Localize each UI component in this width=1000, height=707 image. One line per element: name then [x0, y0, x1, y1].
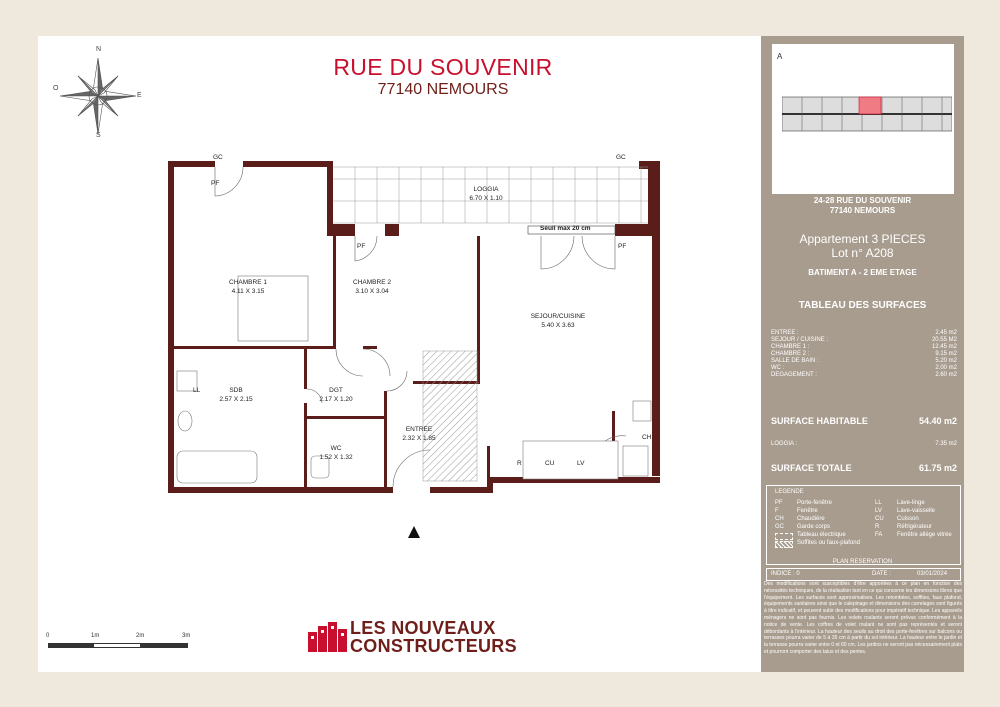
surface-value: 20.55 M2 — [931, 337, 957, 343]
plan-sheet — [38, 36, 964, 672]
brand-buildings-icon — [308, 622, 348, 652]
legend-code: F — [775, 508, 779, 514]
room-chambre2-dims: 3.10 X 3.04 — [355, 287, 389, 295]
panel-address2: 77140 NEMOURS — [829, 206, 896, 215]
legend-box — [766, 485, 961, 565]
ch-label: CH — [642, 434, 652, 441]
panel-address1: 24-28 RUE DU SOUVENIR — [813, 196, 912, 205]
compass-rose-icon — [48, 46, 148, 146]
room-sejour-name: SEJOUR/CUISINE — [530, 313, 586, 320]
city-name: 77140 NEMOURS — [377, 81, 509, 98]
brand-line1: LES NOUVEAUX — [350, 618, 496, 638]
room-chambre2-name: CHAMBRE 2 — [353, 279, 391, 286]
legend-code: CU — [875, 516, 884, 522]
legend-text: Fenêtre allège vitrée — [897, 532, 952, 538]
legend-code: LL — [875, 500, 882, 506]
legend-text: Cuisson — [897, 516, 919, 522]
room-sdb-name: SDB — [229, 387, 243, 394]
brand-logo — [308, 616, 518, 656]
room-dgt-dims: 2.17 X 1.20 — [319, 395, 353, 403]
compass-east-label: E — [137, 92, 142, 99]
date-value: 03/01/2024 — [917, 571, 948, 577]
seuil-label: Seuil max 20 cm — [540, 225, 591, 232]
brand-line2: CONSTRUCTEURS — [350, 636, 517, 656]
surface-value: 2.00 m2 — [935, 365, 957, 371]
disclaimer-text: Des modifications sont susceptibles d'être apportées à ce plan en fonction des nécessités techniques, de la réalisation tant en ce qui concerne les dimensions libres que l'équipement. Les surfaces sont approximatives. Les retombées, soffites, faux plafond, équipements sanitaires ainsi que le calepinage et dimensions des carrelages sont figurés à titre indicatif, et peuvent subir des modifications pour impératif technique. Les appareils ménagers ne sont pas fournis. Les volets roulants seront prévus conformément à la notice de vente. Les coffres de volet roulant ne sont pas représentés et seront débordants à l'intérieur. La hauteur des seuils au droit des porte-fenêtres sur balcons ou terrasses pourra varier de 5 à 35 cm à partir du sol intérieur. La hauteur entre le jardin et la terrasse pourra varier entre 0 et 60 cm. Les jardins ne seront pas nécessairement plats et pourront comporter des talus et des pentes. — [764, 581, 962, 655]
legend-text: Réfrigérateur — [897, 524, 933, 530]
surface-row — [771, 358, 957, 364]
room-sejour — [518, 313, 598, 331]
room-entree-dims: 2.32 X 1.85 — [402, 434, 436, 442]
key-plan-label: A — [777, 52, 783, 61]
panel-lot: Lot n° A208 — [831, 246, 894, 260]
room-chambre1 — [208, 279, 288, 297]
gc-label-left: GC — [213, 154, 223, 161]
room-dgt — [296, 387, 376, 405]
legend-code: R — [875, 524, 880, 530]
surface-label: WC : — [771, 365, 785, 371]
legend-code: LV — [875, 508, 882, 514]
scale-label-1: 1m — [91, 633, 100, 639]
room-loggia — [446, 186, 526, 204]
date-label: DATE : — [872, 571, 891, 577]
floor-plan — [163, 151, 673, 511]
electrical-panel-icon — [775, 533, 793, 540]
r-label: R — [517, 460, 522, 467]
legend-text: Chaudière — [797, 516, 825, 522]
plan-status: PLAN RESERVATION — [832, 559, 893, 565]
scale-label-3: 3m — [182, 633, 191, 639]
surface-totale-row — [771, 463, 957, 473]
surface-value: 2.45 m2 — [935, 330, 957, 336]
legend-text: Lave-vaisselle — [897, 508, 936, 514]
loggia-value: 7.35 m2 — [935, 441, 957, 447]
room-wc — [296, 445, 376, 463]
surface-label: DEGAGEMENT : — [771, 372, 817, 378]
room-dgt-name: DGT — [329, 387, 343, 394]
surface-habitable-row — [771, 416, 957, 426]
pf-label-sejour: PF — [618, 243, 627, 250]
room-wc-dims: 1.52 X 1.32 — [319, 453, 353, 461]
surface-value: 2.60 m2 — [935, 372, 957, 378]
legend-code: PF — [775, 500, 783, 506]
pf-label-chambre1: PF — [211, 180, 220, 187]
legend-code: GC — [775, 524, 784, 530]
entrance-arrow-icon — [407, 525, 421, 539]
street-name: RUE DU SOUVENIR — [333, 54, 553, 80]
loggia-row — [771, 441, 957, 447]
surface-totale-label: SURFACE TOTALE — [771, 463, 852, 473]
room-chambre1-name: CHAMBRE 1 — [229, 279, 267, 286]
loggia-label: LOGGIA : — [771, 441, 798, 447]
surface-label: SEJOUR / CUISINE : — [771, 337, 829, 343]
surface-habitable-label: SURFACE HABITABLE — [771, 416, 868, 426]
surface-label: ENTREE : — [771, 330, 799, 336]
surface-value: 9.15 m2 — [935, 351, 957, 357]
compass-south-label: S — [96, 132, 101, 139]
legend-text: Tableau électrique — [797, 532, 846, 538]
surface-label: CHAMBRE 1 : — [771, 344, 810, 350]
surface-row — [771, 351, 957, 357]
legend-text: Garde corps — [797, 524, 831, 530]
scale-bar-graphic — [48, 643, 188, 648]
panel-building: BATIMENT A - 2 EME ETAGE — [808, 268, 917, 277]
surface-label: SALLE DE BAIN : — [771, 358, 819, 364]
panel-table-title: TABLEAU DES SURFACES — [798, 300, 927, 311]
surface-value: 12.45 m2 — [931, 344, 957, 350]
surface-row — [771, 344, 957, 350]
compass-west-label: O — [53, 85, 59, 92]
legend-text: Lave-linge — [897, 500, 925, 506]
surface-row — [771, 372, 957, 378]
scale-label-2: 2m — [136, 633, 145, 639]
legend-text: Soffites ou faux-plafond — [797, 540, 860, 546]
scale-label-0: 0 — [46, 633, 50, 639]
legend-text: Fenêtre — [797, 508, 818, 514]
room-chambre2 — [332, 279, 412, 297]
room-chambre1-dims: 4.11 X 3.15 — [231, 287, 265, 295]
room-entree — [379, 426, 459, 444]
room-sejour-dims: 5.40 X 3.63 — [541, 321, 575, 329]
room-sdb — [196, 387, 276, 405]
gc-label-right: GC — [616, 154, 626, 161]
project-title — [298, 54, 588, 99]
info-panel — [761, 36, 964, 672]
room-wc-name: WC — [330, 445, 342, 452]
surface-habitable-value: 54.40 m2 — [918, 416, 957, 426]
legend-code: CH — [775, 516, 784, 522]
room-entree-name: ENTREE — [405, 426, 433, 433]
legend-text: Porte-fenêtre — [797, 500, 833, 506]
surface-totale-value: 61.75 m2 — [918, 463, 957, 473]
surface-value: 5.20 m2 — [935, 358, 957, 364]
surface-label: CHAMBRE 2 : — [771, 351, 810, 357]
pf-label-chambre2: PF — [357, 243, 366, 250]
lv-label: LV — [577, 460, 585, 467]
room-sdb-dims: 2.57 X 2.15 — [219, 395, 253, 403]
indice-date-box — [766, 568, 961, 581]
compass-north-label: N — [96, 46, 102, 53]
key-plan — [772, 44, 954, 194]
surface-row — [771, 337, 957, 343]
room-loggia-name: LOGGIA — [473, 186, 499, 193]
surface-row — [771, 330, 957, 336]
ll-label: LL — [193, 387, 201, 394]
panel-apt-type: Appartement 3 PIECES — [799, 232, 926, 246]
legend-code: FA — [875, 532, 883, 538]
soffite-icon — [775, 541, 793, 548]
room-loggia-dims: 6.70 X 1.10 — [469, 194, 503, 202]
indice: INDICE : 0 — [771, 571, 800, 577]
legend-title: LEGENDE — [775, 489, 804, 495]
key-plan-drawing — [782, 89, 952, 139]
cu-label: CU — [545, 460, 555, 467]
surface-row — [771, 365, 957, 371]
